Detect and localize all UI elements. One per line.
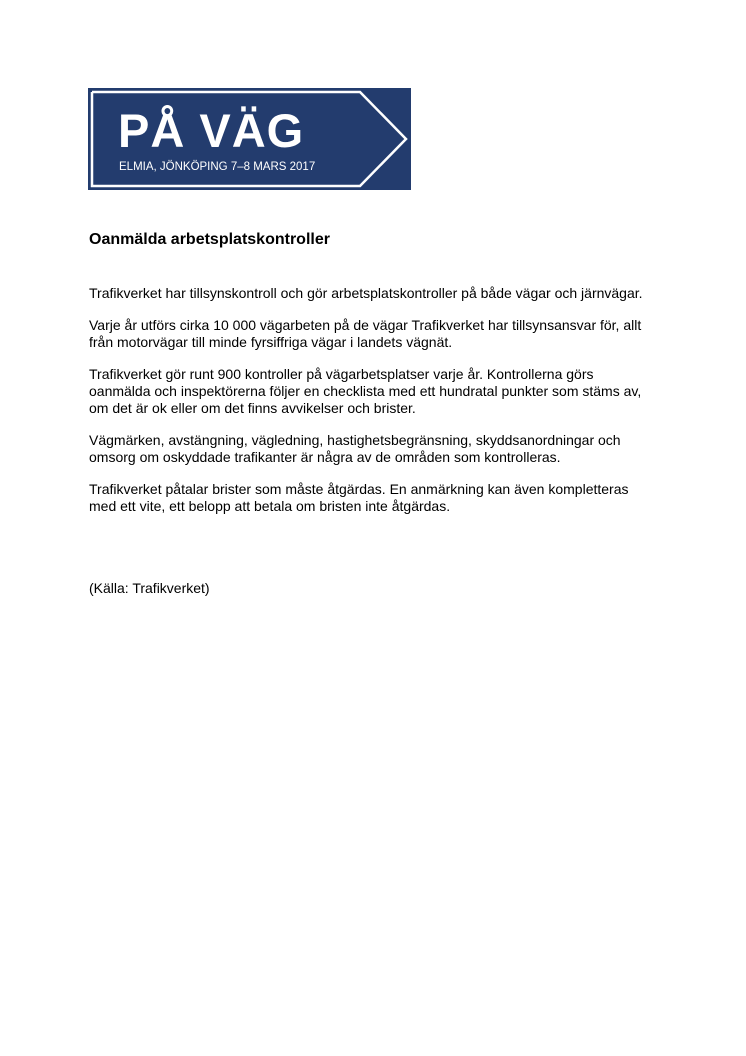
paragraph-2: Varje år utförs cirka 10 000 vägarbeten på de vägar Trafikverket har tillsynsansvar för, allt från motorvägar till minde fyrsiffriga vägar i landets vägnät. <box>89 317 642 350</box>
article-body <box>89 285 649 530</box>
logo-title: PÅ VÄG <box>118 104 305 157</box>
paragraph-1: Trafikverket har tillsynskontroll och gör arbetsplatskontroller på både vägar och järnvägar. <box>89 285 643 301</box>
logo-subtitle: ELMIA, JÖNKÖPING 7–8 MARS 2017 <box>119 161 316 173</box>
paragraph-4: Vägmärken, avstängning, vägledning, hastighetsbegränsning, skyddsanordningar och omsorg om oskyddade trafikanter är några av de områden som kontrolleras. <box>89 432 621 465</box>
paragraph-5: Trafikverket påtalar brister som måste åtgärdas. En anmärkning kan även kompletteras med ett vite, ett belopp att betala om bristen inte åtgärdas. <box>89 481 629 514</box>
paragraph-3: Trafikverket gör runt 900 kontroller på vägarbetsplatser varje år. Kontrollerna görs oanmälda och inspektörerna följer en checklista med ett hundratal punkter som stäms av, om det är ok eller om det finns avvikelser och brister. <box>89 366 642 416</box>
article-heading: Oanmälda arbetsplatskontroller <box>89 231 330 248</box>
logo-text <box>88 88 368 190</box>
source-note: (Källa: Trafikverket) <box>89 580 210 596</box>
